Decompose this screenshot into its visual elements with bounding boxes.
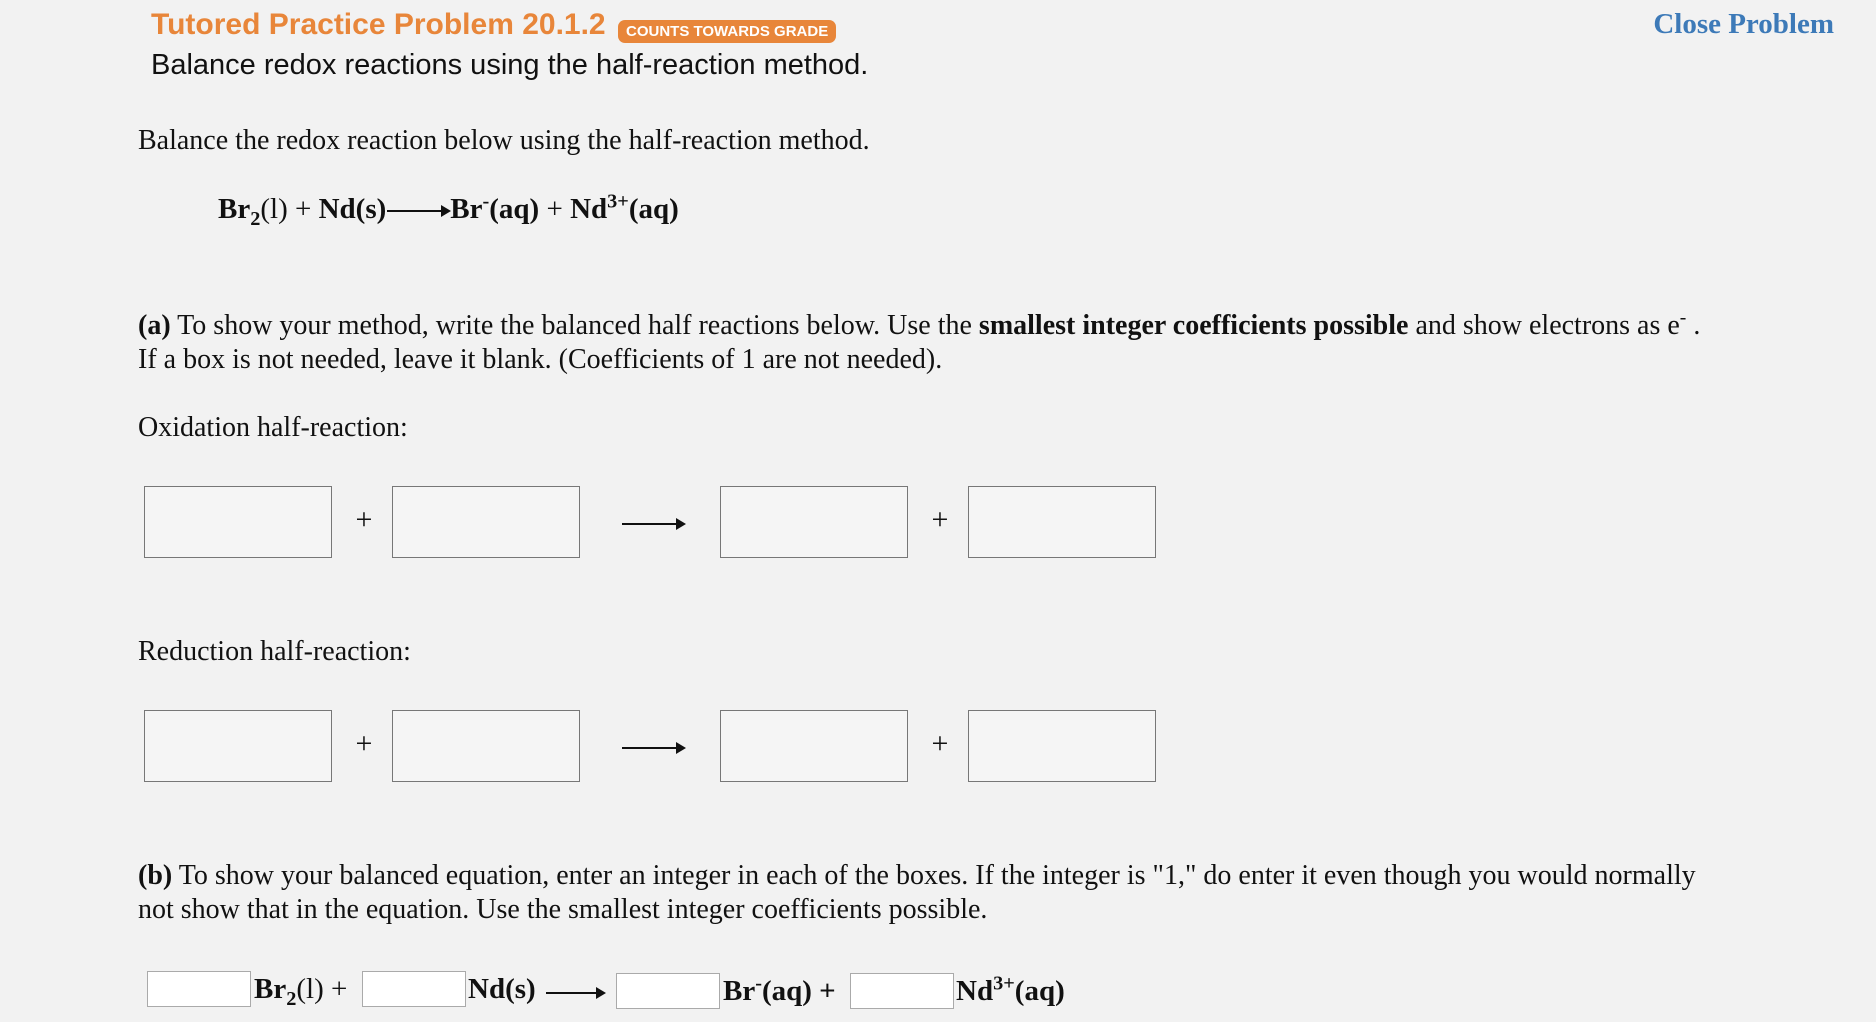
oxidation-arrow-icon bbox=[622, 523, 684, 525]
part-b-instructions-line1 bbox=[138, 859, 1696, 893]
species-br2-state: (l) + bbox=[296, 973, 348, 1005]
part-a-label: (a) bbox=[138, 310, 171, 341]
coefficient-br-input[interactable] bbox=[616, 973, 720, 1009]
product-br-charge: - bbox=[482, 190, 490, 213]
reaction-equation bbox=[218, 190, 679, 230]
coefficient-br2-input[interactable] bbox=[147, 971, 251, 1007]
reduction-label: Reduction half-reaction: bbox=[138, 636, 411, 667]
product-br-base: Br bbox=[450, 193, 483, 225]
reduction-plus-1: + bbox=[355, 727, 373, 760]
product-nd-charge: 3+ bbox=[607, 190, 629, 213]
reduction-plus-2: + bbox=[931, 727, 949, 760]
reactant-br2-base: Br bbox=[218, 193, 251, 225]
reduction-reactant-1-input[interactable] bbox=[144, 710, 332, 782]
oxidation-plus-1: + bbox=[355, 503, 373, 536]
species-br2-base: Br bbox=[254, 973, 287, 1005]
part-b-text-1: To show your balanced equation, enter an integer in each of the boxes. If the integer is "1," do enter it even though you would normally bbox=[172, 860, 1696, 891]
part-a-instructions-line1 bbox=[138, 309, 1700, 343]
reaction-arrow-icon bbox=[387, 210, 449, 212]
reactant-nd-base: Nd bbox=[318, 193, 356, 225]
problem-title: Tutored Practice Problem 20.1.2 bbox=[151, 8, 606, 41]
reduction-product-1-input[interactable] bbox=[720, 710, 908, 782]
problem-subtitle: Balance redox reactions using the half-reaction method. bbox=[151, 49, 869, 81]
species-nd3-state: (aq) bbox=[1014, 975, 1065, 1007]
reduction-arrow-icon bbox=[622, 747, 684, 749]
product-nd-base: Nd bbox=[570, 193, 608, 225]
oxidation-plus-2: + bbox=[931, 503, 949, 536]
product-nd bbox=[570, 190, 679, 225]
reactant-br2-state: (l) bbox=[260, 193, 288, 225]
part-a-bold-text: smallest integer coefficients possible bbox=[978, 310, 1409, 341]
grade-badge: COUNTS TOWARDS GRADE bbox=[618, 20, 836, 43]
species-nd-base: Nd bbox=[468, 973, 506, 1005]
part-b-instructions-line2: not show that in the equation. Use the smallest integer coefficients possible. bbox=[138, 894, 988, 925]
species-br-state: (aq) + bbox=[761, 975, 836, 1007]
product-br-state: (aq) bbox=[489, 193, 540, 225]
reactant-nd-state: (s) bbox=[355, 193, 387, 225]
oxidation-product-1-input[interactable] bbox=[720, 486, 908, 558]
problem-prompt: Balance the redox reaction below using the half-reaction method. bbox=[138, 125, 870, 156]
oxidation-label: Oxidation half-reaction: bbox=[138, 412, 408, 443]
oxidation-product-2-input[interactable] bbox=[968, 486, 1156, 558]
reaction-plus-1: + bbox=[287, 193, 319, 225]
part-a-text-2: and show electrons as e bbox=[1408, 310, 1680, 341]
part-a-text-end: . bbox=[1686, 310, 1701, 341]
species-nd3-base: Nd bbox=[956, 975, 994, 1007]
reactant-br2-sub: 2 bbox=[250, 207, 261, 230]
close-problem-link[interactable]: Close Problem bbox=[1653, 8, 1834, 40]
balanced-arrow-icon bbox=[546, 992, 604, 994]
reactant-nd bbox=[319, 193, 387, 225]
product-br bbox=[450, 190, 540, 225]
species-br2 bbox=[254, 971, 348, 1010]
species-nd-state: (s) bbox=[505, 973, 536, 1005]
reaction-plus-2: + bbox=[539, 193, 571, 225]
species-nd bbox=[468, 971, 536, 1007]
part-a-text-1: To show your method, write the balanced half reactions below. Use the bbox=[170, 310, 979, 341]
oxidation-reactant-2-input[interactable] bbox=[392, 486, 580, 558]
species-nd3 bbox=[956, 973, 1065, 1009]
part-a-instructions-line2: If a box is not needed, leave it blank. (Coefficients of 1 are not needed). bbox=[138, 344, 943, 375]
species-br-base: Br bbox=[723, 975, 756, 1007]
species-nd3-charge: 3+ bbox=[993, 972, 1015, 995]
electron-charge: - bbox=[1679, 307, 1687, 329]
coefficient-nd3-input[interactable] bbox=[850, 973, 954, 1009]
part-b-label: (b) bbox=[138, 860, 173, 891]
reactant-br2 bbox=[218, 193, 288, 230]
species-br bbox=[723, 973, 836, 1009]
species-br2-sub: 2 bbox=[286, 987, 297, 1010]
product-nd-state: (aq) bbox=[628, 193, 679, 225]
reduction-product-2-input[interactable] bbox=[968, 710, 1156, 782]
species-br-charge: - bbox=[755, 972, 762, 995]
coefficient-nd-input[interactable] bbox=[362, 971, 466, 1007]
reduction-reactant-2-input[interactable] bbox=[392, 710, 580, 782]
oxidation-reactant-1-input[interactable] bbox=[144, 486, 332, 558]
